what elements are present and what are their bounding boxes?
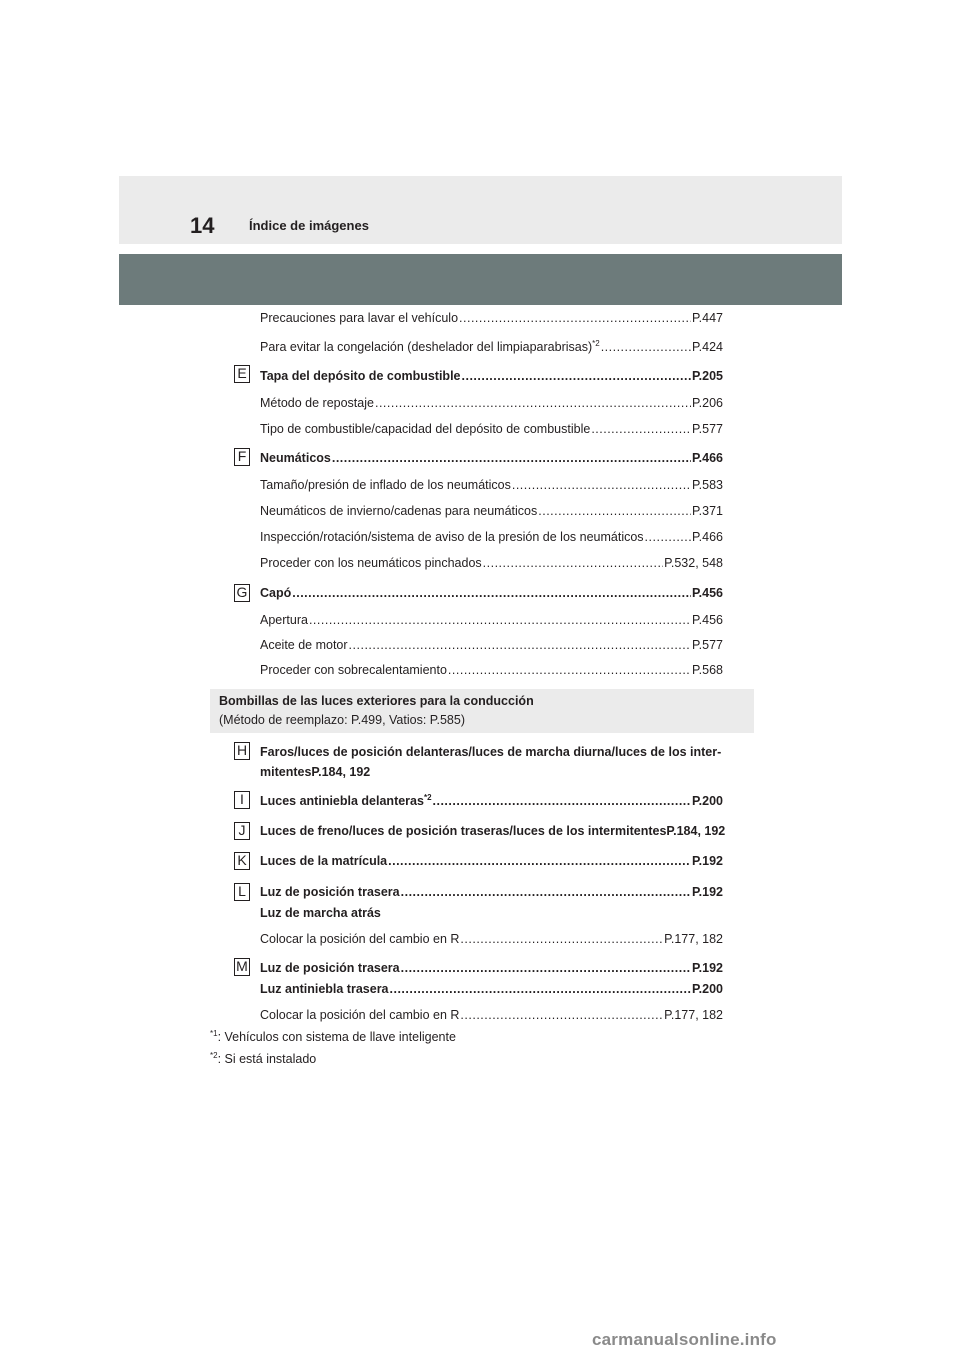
callout-letter-l: L xyxy=(234,883,250,901)
callout-letter-h: H xyxy=(234,742,250,760)
leader-dots xyxy=(601,339,691,355)
index-entry[interactable] xyxy=(260,503,723,519)
page-number: 14 xyxy=(190,213,215,238)
leader-dots xyxy=(309,612,691,628)
entry-label: Capó xyxy=(260,586,292,600)
footnote-mark: *2 xyxy=(210,1051,218,1060)
leader-dots xyxy=(460,1007,663,1023)
entry-label: Luces antiniebla delanteras$^{*2}$ xyxy=(260,793,432,808)
footnote-mark: *1 xyxy=(210,1029,218,1038)
index-entry[interactable] xyxy=(260,853,723,869)
entry-page: P.177, 182 xyxy=(664,1008,723,1022)
entry-label: Neumáticos de invierno/cadenas para neumáticos xyxy=(260,504,538,518)
leader-dots xyxy=(512,477,691,493)
callout-letter-m: M xyxy=(234,958,250,976)
index-entry[interactable] xyxy=(260,793,723,809)
entry-page: P.192 xyxy=(691,854,723,868)
footnote-2: $^{*2}$: Si está instalado xyxy=(210,1051,317,1066)
leader-dots xyxy=(645,529,691,545)
entry-label: Método de repostaje xyxy=(260,396,374,410)
index-entry[interactable] xyxy=(260,477,723,493)
section-title: Índice de imágenes xyxy=(249,218,369,233)
watermark: carmanualsonline.info xyxy=(592,1330,777,1349)
entry-page: P.200 xyxy=(691,982,723,996)
index-entry[interactable] xyxy=(260,450,723,466)
entry-page: P.206 xyxy=(691,396,723,410)
entry-label: Apertura xyxy=(260,613,308,627)
entry-page: P.200 xyxy=(691,794,723,808)
entry-label: Colocar la posición del cambio en R xyxy=(260,1008,460,1022)
index-entry[interactable] xyxy=(260,368,723,384)
leader-dots xyxy=(591,421,691,437)
entry-page: P.456 xyxy=(691,613,723,627)
headlights-entry-line1[interactable]: Faros/luces de posición delanteras/luces de marcha diurna/luces de los inter- xyxy=(260,745,722,759)
entry-label: Luz antiniebla trasera xyxy=(260,982,389,996)
callout-letter-k: K xyxy=(234,852,250,870)
entry-page: P.177, 182 xyxy=(664,932,723,946)
leader-dots xyxy=(433,793,691,809)
entry-label: Neumáticos xyxy=(260,451,331,465)
entry-page: P.447 xyxy=(691,311,723,325)
index-entry[interactable] xyxy=(260,555,723,571)
footnote-mark: *2 xyxy=(592,339,600,348)
entry-page: P.532, 548 xyxy=(664,556,723,570)
entry-label: Para evitar la congelación (deshelador del limpiaparabrisas)$^{*2}$ xyxy=(260,339,600,354)
index-entry[interactable] xyxy=(260,585,723,601)
entry-label: Precauciones para lavar el vehículo xyxy=(260,311,459,325)
entry-page: P.192 xyxy=(691,961,723,975)
entry-label: Tamaño/presión de inflado de los neumáticos xyxy=(260,478,511,492)
entry-label: Luz de posición trasera xyxy=(260,885,400,899)
index-entry[interactable] xyxy=(260,339,723,355)
entry-page: P.466 xyxy=(691,451,723,465)
entry-label: Tipo de combustible/capacidad del depósito de combustible xyxy=(260,422,591,436)
callout-letter-j: J xyxy=(234,822,250,840)
leader-dots xyxy=(538,503,691,519)
bulbs-title: Bombillas de las luces exteriores para la conducción xyxy=(219,694,534,708)
leader-dots xyxy=(390,981,691,997)
leader-dots xyxy=(448,662,691,678)
entry-label: Luz de posición trasera xyxy=(260,961,400,975)
index-entry[interactable] xyxy=(260,931,723,947)
entry-label: Tapa del depósito de combustible xyxy=(260,369,461,383)
entry-page: P.466 xyxy=(691,530,723,544)
index-entry[interactable] xyxy=(260,395,723,411)
callout-letter-g: G xyxy=(234,584,250,602)
leader-dots xyxy=(332,450,691,466)
entry-page: P.568 xyxy=(691,663,723,677)
index-entry[interactable] xyxy=(260,637,723,653)
index-entry[interactable] xyxy=(260,310,723,326)
entry-label: Proceder con los neumáticos pinchados xyxy=(260,556,482,570)
leader-dots xyxy=(460,931,663,947)
entry-label: Inspección/rotación/sistema de aviso de la presión de los neumáticos xyxy=(260,530,644,544)
footnote-1: $^{*1}$: Vehículos con sistema de llave inteligente xyxy=(210,1029,456,1044)
index-entry[interactable] xyxy=(260,529,723,545)
index-entry[interactable] xyxy=(260,884,723,900)
entry-page: P.456 xyxy=(691,586,723,600)
entry-page: P.577 xyxy=(691,638,723,652)
leader-dots xyxy=(292,585,691,601)
leader-dots xyxy=(401,884,691,900)
footnote-mark: *2 xyxy=(423,793,432,802)
index-entry[interactable] xyxy=(260,612,723,628)
entry-page: P.192 xyxy=(691,885,723,899)
entry-page: P.577 xyxy=(691,422,723,436)
leader-dots xyxy=(401,960,691,976)
index-entry[interactable] xyxy=(260,662,723,678)
callout-letter-i: I xyxy=(234,791,250,809)
entry-label: Aceite de motor xyxy=(260,638,348,652)
entry-label: Colocar la posición del cambio en R xyxy=(260,932,460,946)
entry-label: Proceder con sobrecalentamiento xyxy=(260,663,447,677)
leader-dots xyxy=(462,368,691,384)
leader-dots xyxy=(375,395,691,411)
callout-letter-f: F xyxy=(234,448,250,466)
entry-label: Luces de la matrícula xyxy=(260,854,388,868)
index-entry[interactable] xyxy=(260,421,723,437)
entry-page: P.205 xyxy=(691,369,723,383)
entry-page: P.583 xyxy=(691,478,723,492)
brake-lights-entry[interactable]: Luces de freno/luces de posición traseras/luces de los intermitentesP.184, 192 xyxy=(260,824,726,838)
leader-dots xyxy=(349,637,691,653)
leader-dots xyxy=(388,853,691,869)
callout-letter-e: E xyxy=(234,365,250,383)
reverse-light-entry[interactable]: Luz de marcha atrás xyxy=(260,906,381,920)
entry-page: P.424 xyxy=(691,340,723,354)
index-entry[interactable] xyxy=(260,981,723,997)
index-entry[interactable] xyxy=(260,1007,723,1023)
entry-page: P.371 xyxy=(691,504,723,518)
headlights-entry-line2[interactable]: mitentesP.184, 192 xyxy=(260,765,371,779)
leader-dots xyxy=(459,310,691,326)
leader-dots xyxy=(483,555,663,571)
bulbs-subtitle: (Método de reemplazo: P.499, Vatios: P.585) xyxy=(219,713,465,727)
index-entry[interactable] xyxy=(260,960,723,976)
